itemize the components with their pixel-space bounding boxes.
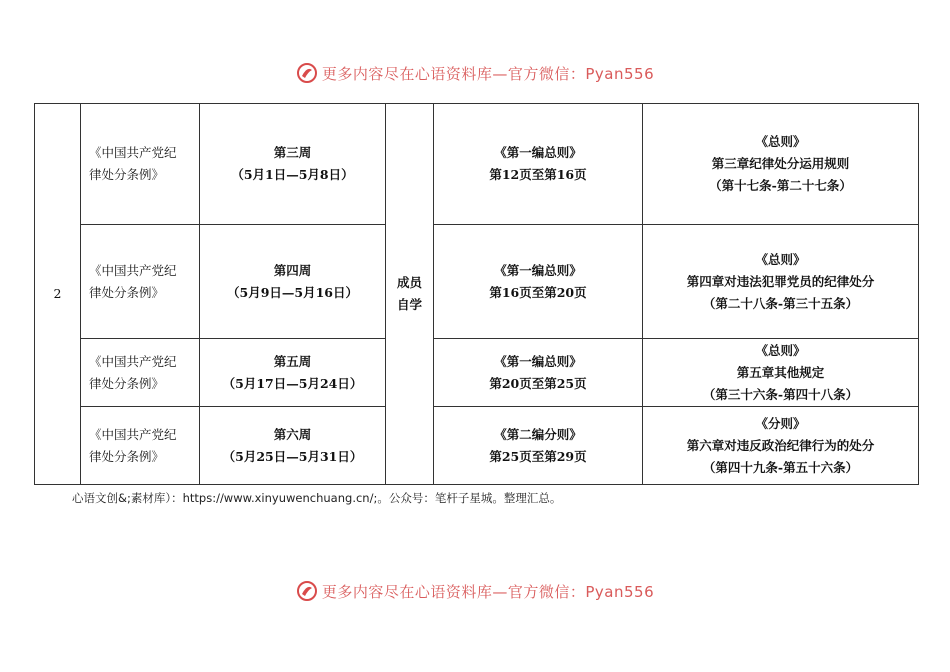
content-cell: 《分则》 第六章对违反政治纪律行为的处分 （第四十九条-第五十六条）: [643, 407, 919, 485]
part-cell: 《第一编总则》 第12页至第16页: [434, 104, 643, 225]
part-cell: 《第一编总则》 第20页至第25页: [434, 339, 643, 407]
week-cell: 第五周 （5月17日—5月24日）: [200, 339, 386, 407]
book-cell: 《中国共产党纪 律处分条例》: [81, 407, 200, 485]
logo-icon: [296, 62, 318, 84]
watermark-text: 更多内容尽在心语资料库—官方微信：Pyan556: [321, 582, 655, 601]
seq-cell: 2: [35, 104, 81, 485]
book-cell: 《中国共产党纪 律处分条例》: [81, 104, 200, 225]
watermark-text: 更多内容尽在心语资料库—官方微信：Pyan556: [321, 64, 655, 83]
part-cell: 《第一编总则》 第16页至第20页: [434, 225, 643, 339]
week-cell: 第六周 （5月25日—5月31日）: [200, 407, 386, 485]
mode-cell: 成员 自学: [386, 104, 434, 485]
content-cell: 《总则》 第五章其他规定 （第三十六条-第四十八条）: [643, 339, 919, 407]
book-cell: 《中国共产党纪 律处分条例》: [81, 339, 200, 407]
watermark-top: [0, 58, 950, 88]
week-cell: 第四周 （5月9日—5月16日）: [200, 225, 386, 339]
table-row: [35, 339, 919, 407]
table-row: [35, 407, 919, 485]
content-cell: 《总则》 第三章纪律处分运用规则 （第十七条-第二十七条）: [643, 104, 919, 225]
table-row: [35, 225, 919, 339]
source-footnote: 心语文创&;素材库）：https://www.xinyuwenchuang.cn/;。公众号：笔杆子星城。整理汇总。: [72, 491, 562, 505]
part-cell: 《第二编分则》 第25页至第29页: [434, 407, 643, 485]
logo-icon: [296, 580, 318, 602]
book-cell: 《中国共产党纪 律处分条例》: [81, 225, 200, 339]
week-cell: 第三周 （5月1日—5月8日）: [200, 104, 386, 225]
table-row: [35, 104, 919, 225]
content-cell: 《总则》 第四章对违法犯罪党员的纪律处分 （第二十八条-第三十五条）: [643, 225, 919, 339]
watermark-bottom: [0, 576, 950, 606]
study-schedule-table: [34, 103, 919, 485]
